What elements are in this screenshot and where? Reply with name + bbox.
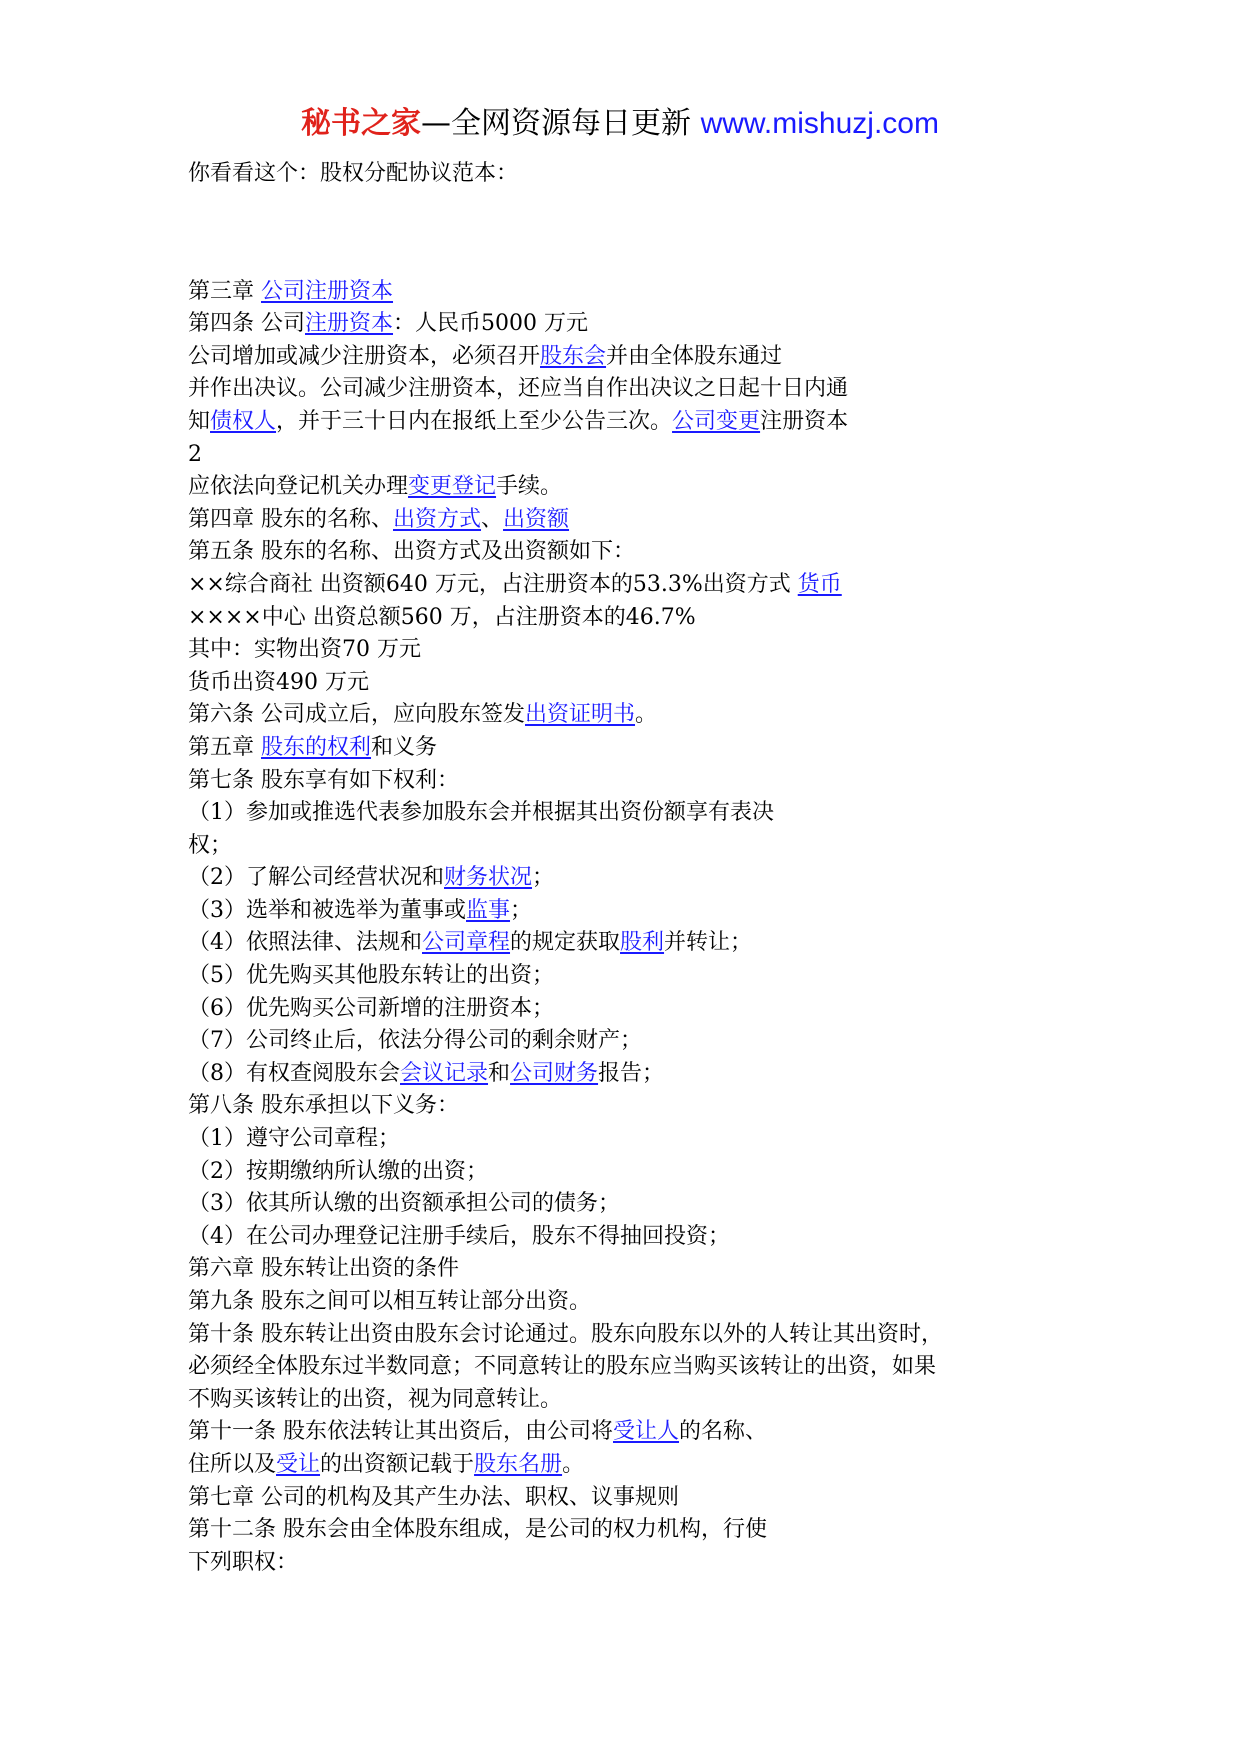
document-line [188,1547,1078,1580]
document-line [188,1058,1078,1091]
line-text: （1）遵守公司章程； [188,1126,400,1152]
document-line [188,830,1078,863]
document-line [188,667,1078,700]
document-body [188,158,1078,1579]
line-text: 的出资额记载于 [320,1451,475,1477]
document-line [188,373,1078,406]
document-line [188,1188,1078,1221]
inline-link[interactable]: 会议记录 [400,1060,489,1086]
inline-link[interactable]: 股利 [620,930,665,956]
line-text: 并由全体股东通过 [606,343,783,369]
line-text: （3）选举和被选举为董事或 [188,897,466,923]
document-line [188,1090,1078,1123]
line-text: （7）公司终止后，依法分得公司的剩余财产； [188,1028,642,1054]
header-tagline: —全网资源每日更新 [421,106,701,141]
line-text: 知 [188,408,211,434]
document-line [188,1319,1078,1352]
line-text: 必须经全体股东过半数同意；不同意转让的股东应当购买该转让的出资，如果 [188,1354,937,1380]
line-text: 第八条 股东承担以下义务： [188,1093,459,1119]
inline-link[interactable]: 监事 [466,897,511,923]
document-line [188,406,1078,439]
brand-name: 秘书之家 [301,106,422,141]
line-text: 第四章 股东的名称、 [188,506,393,532]
line-text: 、 [481,506,504,532]
document-line [188,699,1078,732]
document-line [188,732,1078,765]
document-lines [188,276,1078,1580]
document-line [188,536,1078,569]
document-line [188,1384,1078,1417]
document-line [188,1253,1078,1286]
document-line [188,1416,1078,1449]
line-text: 第四条 公司 [188,311,305,337]
inline-link[interactable]: 货币 [797,571,842,597]
line-text: 注册资本 [760,408,849,434]
document-line [188,634,1078,667]
inline-link[interactable]: 公司注册资本 [261,278,394,304]
line-text: 第六章 股东转让出资的条件 [188,1256,459,1282]
inline-link[interactable]: 股东的权利 [261,734,372,760]
line-text: （1）参加或推选代表参加股东会并根据其出资份额享有表决 [188,800,774,826]
line-text: 并转让； [664,930,753,956]
line-text: 。 [635,702,658,728]
line-text: 。 [562,1451,585,1477]
intro-line: 你看看这个：股权分配协议范本： [188,161,519,186]
line-text: （6）优先购买公司新增的注册资本； [188,995,554,1021]
inline-link[interactable]: 注册资本 [305,311,394,337]
line-text: 第六条 公司成立后，应向股东签发 [188,702,525,728]
line-text: 货币出资490 万元 [188,669,369,695]
line-text: 报告； [598,1060,665,1086]
line-text: 第五章 [188,734,261,760]
document-line [188,765,1078,798]
line-text: 第十二条 股东会由全体股东组成，是公司的权力机构，行使 [188,1517,767,1543]
document-line [188,1449,1078,1482]
document-line [188,927,1078,960]
line-text: ××××中心 出资总额560 万，占注册资本的46.7% [188,604,696,630]
line-text: 第十一条 股东依法转让其出资后，由公司将 [188,1419,613,1445]
line-text: 和 [488,1060,511,1086]
line-text: 公司增加或减少注册资本，必须召开 [188,343,541,369]
document-line [188,1514,1078,1547]
line-text: 的规定获取 [510,930,621,956]
inline-link[interactable]: 股东名册 [474,1451,563,1477]
document-line [188,471,1078,504]
document-line [188,602,1078,635]
line-text: （4）依照法律、法规和 [188,930,422,956]
document-line [188,862,1078,895]
document-line [188,1025,1078,1058]
line-text: （5）优先购买其他股东转让的出资； [188,963,554,989]
inline-link[interactable]: 公司财务 [510,1060,599,1086]
document-line [188,439,1078,472]
inline-link[interactable]: 财务状况 [444,865,533,891]
document-line [188,341,1078,374]
line-text: 第七章 公司的机构及其产生办法、职权、议事规则 [188,1484,679,1510]
line-text: 住所以及 [188,1451,277,1477]
line-text: 2 [188,441,202,467]
line-text: 不购买该转让的出资，视为同意转让。 [188,1386,563,1412]
line-text: 的名称、 [679,1419,768,1445]
line-text: 第七条 股东享有如下权利： [188,767,459,793]
line-text: 并作出决议。公司减少注册资本，还应当自作出决议之日起十日内通 [188,376,849,402]
line-text: （4）在公司办理登记注册手续后，股东不得抽回投资； [188,1223,730,1249]
line-text: 权； [188,832,233,858]
line-text: 第五条 股东的名称、出资方式及出资额如下： [188,539,635,565]
document-line [188,993,1078,1026]
document-line [188,308,1078,341]
line-text: 其中：实物出资70 万元 [188,637,421,663]
inline-link[interactable]: 公司变更 [672,408,761,434]
document-line [188,1221,1078,1254]
line-text: （2）按期缴纳所认缴的出资； [188,1158,488,1184]
line-text: 和义务 [371,734,438,760]
line-text: 下列职权： [188,1549,299,1575]
inline-link[interactable]: 变更登记 [408,474,497,500]
document-line [188,1123,1078,1156]
inline-link[interactable]: 出资额 [503,506,570,532]
document-line [188,1286,1078,1319]
document-line [188,1351,1078,1384]
document-line [188,1482,1078,1515]
inline-link[interactable]: 公司章程 [422,930,511,956]
line-text: （8）有权查阅股东会 [188,1060,400,1086]
line-text: ，并于三十日内在报纸上至少公告三次。 [276,408,673,434]
document-line [188,569,1078,602]
line-text: 应依法向登记机关办理 [188,474,409,500]
line-text: ：人民币5000 万元 [393,311,588,337]
line-text: 第三章 [188,278,261,304]
document-line [188,797,1078,830]
site-header [0,104,1240,144]
site-url-link[interactable]: www.mishuzj.com [700,107,939,140]
inline-link[interactable]: 出资方式 [393,506,482,532]
inline-link[interactable]: 债权人 [210,408,277,434]
document-line [188,504,1078,537]
document-line [188,276,1078,309]
document-line [188,1156,1078,1189]
line-text: 第九条 股东之间可以相互转让部分出资。 [188,1289,591,1314]
line-text: 手续。 [496,474,563,500]
document-line [188,895,1078,928]
inline-link[interactable]: 出资证明书 [525,702,636,728]
line-text: ； [532,865,555,891]
inline-link[interactable]: 受让 [276,1451,321,1477]
line-text: ××综合商社 出资额640 万元，占注册资本的53.3%出资方式 [188,571,798,597]
inline-link[interactable]: 受让人 [613,1419,680,1445]
document-line [188,960,1078,993]
inline-link[interactable]: 股东会 [540,343,607,369]
line-text: （3）依其所认缴的出资额承担公司的债务； [188,1191,620,1217]
line-text: ； [510,897,533,923]
line-text: 第十条 股东转让出资由股东会讨论通过。股东向股东以外的人转让其出资时， [188,1321,943,1347]
line-text: （2）了解公司经营状况和 [188,865,444,891]
